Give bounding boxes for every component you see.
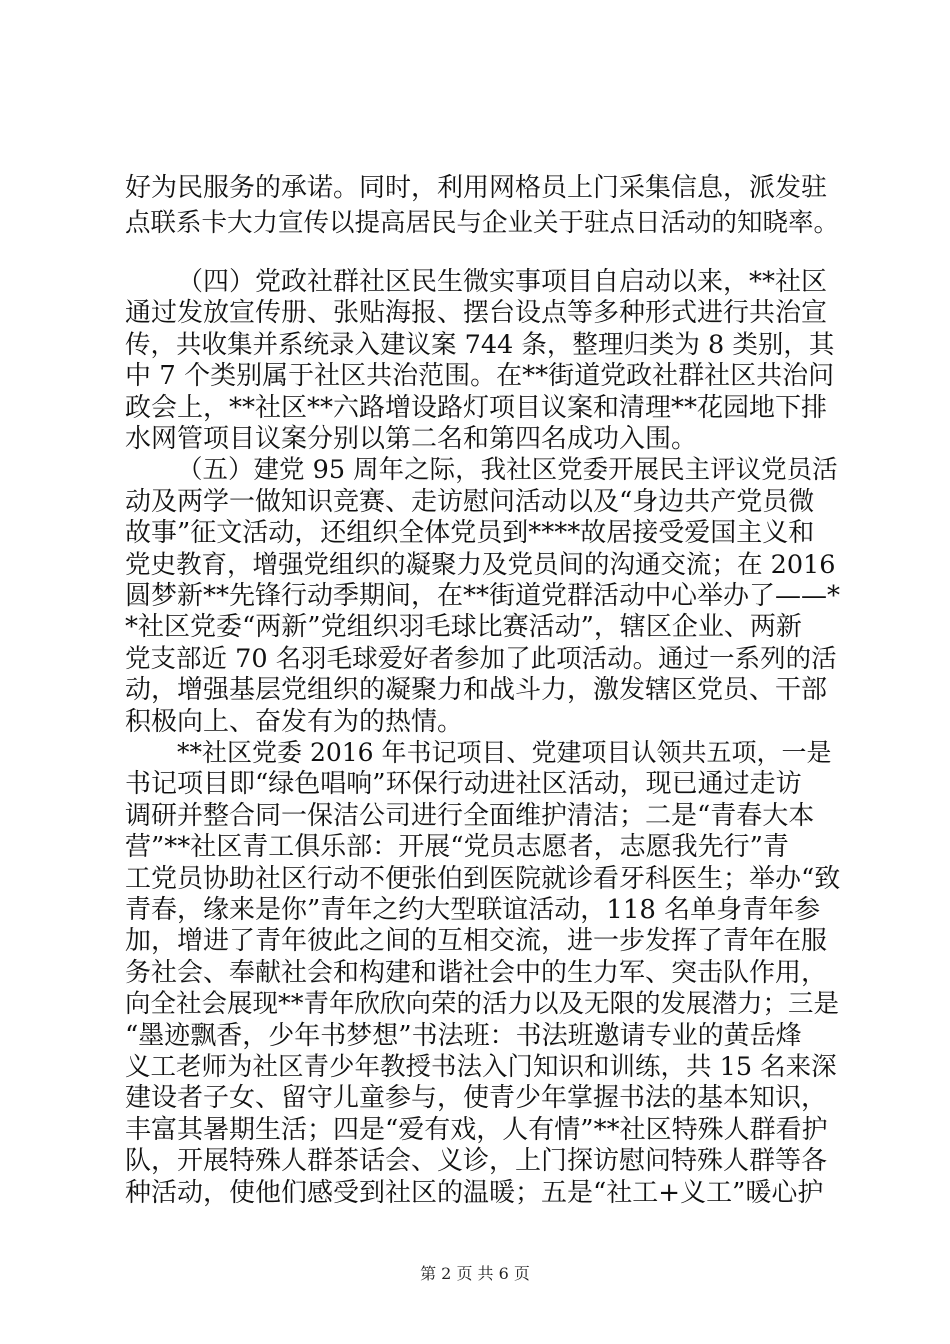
text-line: 故事”征文活动，还组织全体党员到****故居接受爱国主义和: [125, 518, 815, 548]
text-line: 调研并整合同一保洁公司进行全面维护清洁；二是“青春大本: [125, 801, 815, 831]
paragraph-start-line: （五）建党 95 周年之际，我社区党委开展民主评议党员活: [177, 455, 838, 485]
text-line: 积极向上、奋发有为的热情。: [125, 707, 464, 737]
text-line: 青春，缘来是你”青年之约大型联谊活动，118 名单身青年参: [125, 895, 821, 925]
text-line: 圆梦新**先锋行动季期间，在**街道党群活动中心举办了——*: [125, 581, 840, 611]
text-line: 加，增进了青年彼此之间的互相交流，进一步发挥了青年在服: [125, 926, 828, 956]
text-line: 建设者子女、留守儿童参与，使青少年掌握书法的基本知识，: [125, 1083, 828, 1113]
text-line: 中 7 个类别属于社区共治范围。在**街道党政社群社区共治问: [125, 361, 835, 391]
paragraph-start-line: （四）党政社群社区民生微实事项目自启动以来，**社区: [177, 267, 828, 297]
text-line: 种活动，使他们感受到社区的温暖；五是“社工+义工”暖心护: [125, 1178, 824, 1208]
text-line: 政会上，**社区**六路增设路灯项目议案和清理**花园地下排: [125, 393, 828, 423]
text-line: 水网管项目议案分别以第二名和第四名成功入围。: [125, 424, 698, 454]
text-line: 动，增强基层党组织的凝聚力和战斗力，激发辖区党员、干部: [125, 675, 828, 705]
text-line: *社区党委“两新”党组织羽毛球比赛活动”，辖区企业、两新: [125, 612, 802, 642]
text-line: 向全社会展现**青年欣欣向荣的活力以及无限的发展潜力；三是: [125, 989, 840, 1019]
text-line: 动及两学一做知识竞赛、走访慰问活动以及“身边共产党员微: [125, 487, 815, 517]
text-line: 工党员协助社区行动不便张伯到医院就诊看牙科医生；举办“致: [125, 864, 840, 894]
text-line: 丰富其暑期生活；四是“爱有戏，人有情”**社区特殊人群看护: [125, 1115, 828, 1145]
text-line: “墨迹飘香，少年书梦想”书法班：书法班邀请专业的黄岳烽: [125, 1021, 802, 1051]
text-line: 传，共收集并系统录入建议案 744 条，整理归类为 8 类别，其: [125, 330, 835, 360]
text-line: 义工老师为社区青少年教授书法入门知识和训练，共 15 名来深: [125, 1052, 837, 1082]
text-line: 书记项目即“绿色唱响”环保行动进社区活动，现已通过走访: [125, 769, 802, 799]
text-line: 党史教育，增强党组织的凝聚力及党员间的沟通交流；在 2016: [125, 550, 836, 580]
text-line: 营”**社区青工俱乐部：开展“党员志愿者，志愿我先行”青: [125, 832, 789, 862]
text-line: 务社会、奉献社会和构建和谐社会中的生力军、突击队作用，: [125, 958, 828, 988]
text-line: 点联系卡大力宣传以提高居民与企业关于驻点日活动的知晓率。: [125, 208, 840, 238]
paragraph-start-line: **社区党委 2016 年书记项目、党建项目认领共五项，一是: [177, 738, 832, 767]
text-line: 党支部近 70 名羽毛球爱好者参加了此项活动。通过一系列的活: [125, 644, 837, 674]
text-line: 通过发放宣传册、张贴海报、摆台设点等多种形式进行共治宣: [125, 298, 828, 328]
text-line: 好为民服务的承诺。同时，利用网格员上门采集信息，派发驻: [125, 173, 828, 203]
text-line: 队，开展特殊人群茶话会、义诊，上门探访慰问特殊人群等各: [125, 1146, 828, 1176]
page-number-footer: 第 2 页 共 6 页: [420, 1264, 530, 1283]
